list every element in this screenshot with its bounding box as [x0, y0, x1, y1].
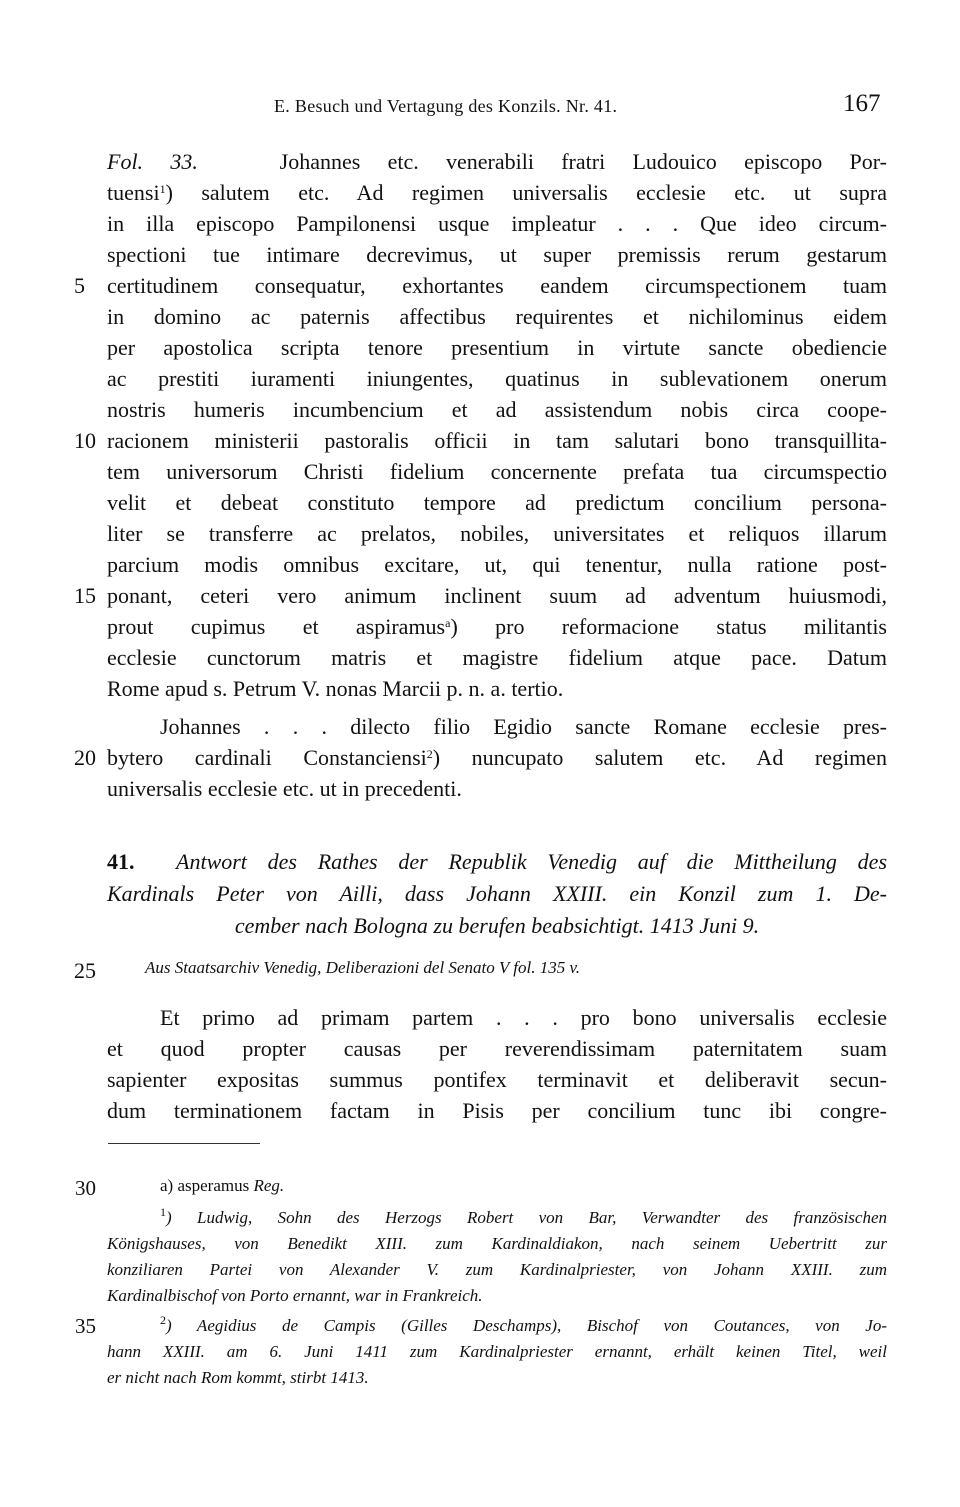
- text-line: universalis ecclesie etc. ut in precedenti.: [107, 776, 462, 801]
- text-line: sapienter expositas summus pontifex terminavit et deliberavit secun-: [107, 1067, 887, 1092]
- text-span: Reg.: [253, 1176, 285, 1195]
- text-line: in domino ac paternis affectibus requirentes et nichilominus eidem: [107, 304, 887, 329]
- section-number: 41.: [107, 849, 135, 874]
- footnote-mark: 2: [160, 1313, 166, 1327]
- text-span: ) pro reformacione status militantis: [450, 614, 887, 639]
- footnote-ref: 2: [426, 747, 433, 761]
- line-number: 5: [74, 273, 85, 298]
- line-number: 20: [74, 745, 96, 770]
- line-number: 30: [75, 1176, 96, 1200]
- text-span: ) Aegidius de Campis (Gilles Deschamps), Bischof von Coutances, von Jo-: [166, 1316, 887, 1335]
- text-line: dum terminationem factam in Pisis per concilium tunc ibi congre-: [107, 1098, 887, 1123]
- running-header-title: E. Besuch und Vertagung des Konzils. Nr. 41.: [274, 96, 618, 116]
- text-span: a) asperamus: [160, 1176, 250, 1195]
- text-line: Rome apud s. Petrum V. nonas Marcii p. n. a. tertio.: [107, 676, 564, 701]
- footnote-separator: [108, 1143, 260, 1144]
- line-number: 10: [74, 428, 96, 453]
- line-number: 35: [75, 1314, 96, 1338]
- section-heading-line: cember nach Bologna zu berufen beabsichtigt. 1413 Juni 9.: [234, 913, 760, 938]
- text-line: in illa episcopo Pampilonensi usque impleatur . . . Que ideo circum-: [107, 211, 887, 236]
- section-heading-line: [107, 846, 887, 878]
- footnote-mark: 1: [160, 1205, 166, 1219]
- text-span: ) Ludwig, Sohn des Herzogs Robert von Bar, Verwandter des französischen: [166, 1208, 887, 1227]
- footnote-line: er nicht nach Rom kommt, stirbt 1413.: [107, 1368, 369, 1387]
- text-span: tuensi: [107, 180, 160, 205]
- footnote-line: Königshauses, von Benedikt XIII. zum Kardinaldiakon, nach seinem Uebertritt zur: [107, 1234, 887, 1253]
- text-span: prout cupimus et aspiramus: [107, 614, 446, 639]
- text-span: Johannes etc. venerabili fratri Ludouico episcopo Por-: [279, 149, 887, 174]
- text-line: Et primo ad primam partem . . . pro bono universalis ecclesie: [160, 1005, 887, 1030]
- text-span: ) nuncupato salutem etc. Ad regimen: [432, 745, 887, 770]
- text-line: racionem ministerii pastoralis officii in tam salutari bono transquillita-: [107, 428, 887, 453]
- folio-marker: Fol. 33.: [107, 149, 198, 174]
- text-line: ac prestiti iuramenti iniungentes, quatinus in sublevationem onerum: [107, 366, 887, 391]
- text-line: liter se transferre ac prelatos, nobiles, universitates et reliquos illarum: [107, 521, 887, 546]
- footnote-line: konziliaren Partei von Alexander V. zum Kardinalpriester, von Johann XXIII. zum: [107, 1260, 887, 1279]
- text-line: Johannes . . . dilecto filio Egidio sancte Romane ecclesie pres-: [160, 714, 887, 739]
- text-line: spectioni tue intimare decrevimus, ut super premissis rerum gestarum: [107, 242, 887, 267]
- text-span: bytero cardinali Constanciensi: [107, 745, 427, 770]
- section-heading-line: Kardinals Peter von Ailli, dass Johann XXIII. ein Konzil zum 1. De-: [107, 881, 887, 906]
- source-note: Aus Staatsarchiv Venedig, Deliberazioni del Senato V fol. 135 v.: [145, 958, 581, 977]
- text-span: ) salutem etc. Ad regimen universalis ecclesie etc. ut supra: [165, 180, 887, 205]
- text-span: Antwort des Rathes der Republik Venedig auf die Mittheilung des: [176, 849, 888, 874]
- footnote-line: hann XXIII. am 6. Juni 1411 zum Kardinalpriester ernannt, erhält keinen Titel, weil: [107, 1342, 887, 1361]
- text-line: ecclesie cunctorum matris et magistre fidelium atque pace. Datum: [107, 645, 887, 670]
- footnote-a: [160, 1173, 887, 1199]
- page-number: 167: [843, 90, 881, 117]
- footnote-ref: 1: [159, 182, 166, 196]
- text-line: tem universorum Christi fidelium concernente prefata tua circumspectio: [107, 459, 887, 484]
- footnote-2: [160, 1313, 887, 1339]
- text-line: velit et debeat constituto tempore ad predictum concilium persona-: [107, 490, 887, 515]
- footnote-1: [160, 1205, 887, 1231]
- text-line: parcium modis omnibus excitare, ut, qui tenentur, nulla ratione post-: [107, 552, 887, 577]
- text-line: et quod propter causas per reverendissimam paternitatem suam: [107, 1036, 887, 1061]
- text-line: [107, 742, 887, 773]
- line-number: 15: [74, 583, 96, 608]
- text-line: ponant, ceteri vero animum inclinent suum ad adventum huiusmodi,: [107, 583, 887, 608]
- text-line: per apostolica scripta tenore presentium in virtute sancte obediencie: [107, 335, 887, 360]
- text-line: nostris humeris incumbencium et ad assistendum nobis circa coope-: [107, 397, 887, 422]
- text-line: [107, 146, 887, 177]
- footnote-line: Kardinalbischof von Porto ernannt, war in Frankreich.: [107, 1286, 483, 1305]
- footnote-ref: a: [445, 616, 451, 630]
- line-number: 25: [74, 958, 96, 983]
- running-header: [0, 90, 960, 126]
- text-line: certitudinem consequatur, exhortantes eandem circumspectionem tuam: [107, 273, 887, 298]
- text-line: [107, 177, 887, 208]
- text-line: [107, 611, 887, 642]
